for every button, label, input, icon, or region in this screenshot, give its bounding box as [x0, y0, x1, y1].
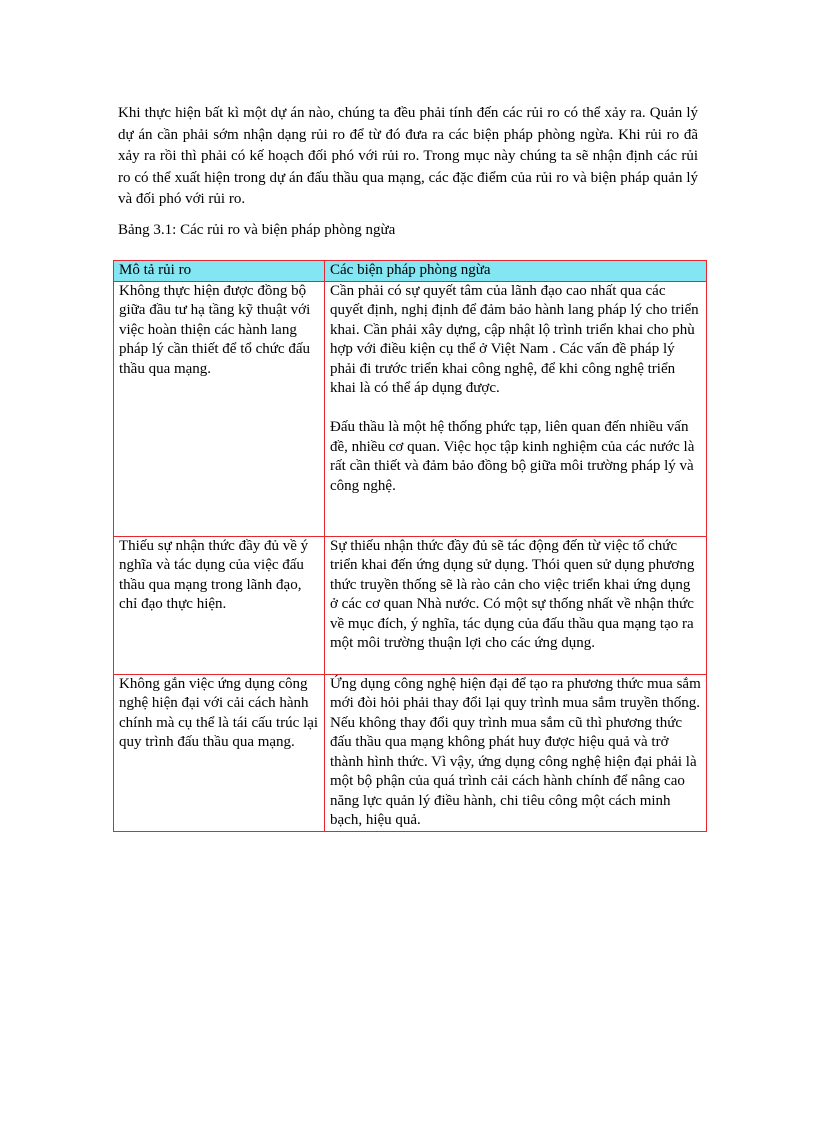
measure-cell: [325, 281, 707, 536]
measure-cell: [325, 674, 707, 831]
measure-paragraph: Cần phải có sự quyết tâm của lãnh đạo cao nhất qua các quyết định, nghị định để đảm bảo hành lang pháp lý cho triển khai. Cần phải xây dựng, cập nhật lộ trình triển khai cho phù hợp với điều kiện cụ thể ở Việt Nam . Các vấn đề pháp lý phải đi trước triển khai công nghệ, để khi công nghệ triển khai là có thể áp dụng được.: [330, 282, 699, 396]
table-caption: Bảng 3.1: Các rủi ro và biện pháp phòng ngừa: [118, 222, 396, 238]
measure-paragraph: Ứng dụng công nghệ hiện đại để tạo ra phương thức mua sắm mới đòi hỏi phải thay đổi lại quy trình mua sắm truyền thống. Nếu không thay đổi quy trình mua sắm cũ thì phương thức đấu thầu qua mạng không phát huy được hiệu quả và trở thành hình thức. Vì vậy, ứng dụng công nghệ hiện đại phải là một bộ phận của quá trình cải cách hành chính để nâng cao năng lực quản lý điều hành, chi tiêu công một cách minh bạch, hiệu quả.: [330, 675, 701, 828]
table-row: [114, 674, 707, 831]
measure-paragraph: Đấu thầu là một hệ thống phức tạp, liên quan đến nhiều vấn đề, nhiều cơ quan. Việc học tập kinh nghiệm của các nước là rất cần thiết và đảm bảo đồng bộ giữa môi trường pháp lý và công nghệ.: [330, 419, 695, 494]
risk-cell: Không gắn việc ứng dụng công nghệ hiện đại với cải cách hành chính mà cụ thể là tái cấu trúc lại quy trình đấu thầu qua mạng.: [114, 674, 325, 831]
measure-cell: [325, 536, 707, 674]
header-prevention-measures: Các biện pháp phòng ngừa: [325, 261, 707, 282]
header-risk-description: Mô tả rủi ro: [114, 261, 325, 282]
table-row: [114, 536, 707, 674]
table-row: [114, 281, 707, 536]
table-header-row: [114, 261, 707, 282]
risk-table: [113, 260, 707, 832]
risk-cell: Thiếu sự nhận thức đầy đủ về ý nghĩa và tác dụng của việc đấu thầu qua mạng trong lãnh đạo, chỉ đạo thực hiện.: [114, 536, 325, 674]
measure-paragraph: Sự thiếu nhận thức đầy đủ sẽ tác động đến từ việc tổ chức triển khai đến ứng dụng sử dụng. Thói quen sử dụng phương thức truyền thống sẽ là rào cản cho việc triển khai ứng dụng ở các cơ quan Nhà nước. Có một sự thống nhất về nhận thức về mục đích, ý nghĩa, tác dụng của đấu thầu qua mạng tạo ra một môi trường thuận lợi cho các ứng dụng.: [330, 537, 695, 651]
risk-cell: Không thực hiện được đồng bộ giữa đầu tư hạ tầng kỹ thuật với việc hoàn thiện các hành lang pháp lý cần thiết để tổ chức đấu thầu qua mạng.: [114, 281, 325, 536]
intro-paragraph: Khi thực hiện bất kì một dự án nào, chúng ta đều phải tính đến các rủi ro có thể xảy ra. Quản lý dự án cần phải sớm nhận dạng rủi ro để từ đó đưa ra các biện pháp phòng ngừa. Khi rủi ro đã xảy ra rồi thì phải có kế hoạch đối phó với rủi ro. Trong mục này chúng ta sẽ nhận định các rủi ro có thể xuất hiện trong dự án đấu thầu qua mạng, các đặc điểm của rủi ro và biện pháp quản lý và đối phó với rủi ro.: [118, 105, 698, 207]
